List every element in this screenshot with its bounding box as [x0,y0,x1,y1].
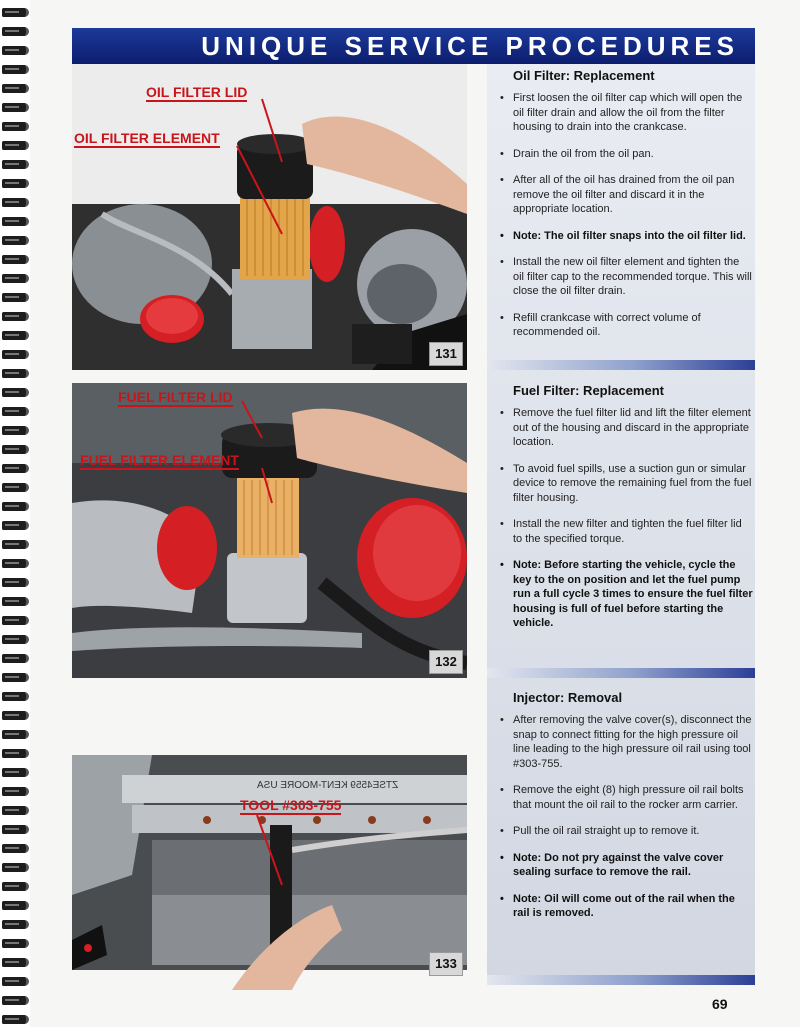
binding-coil [2,825,29,834]
list-item: • Install the new oil filter element and tighten the oil filter cap to the recommended torque. This will close the oil filter drain. [497,255,753,299]
list-item: • Remove the eight (8) high pressure oil rail bolts that mount the oil rail to the rocker arm carrier. [497,783,753,812]
binding-coil [2,578,29,587]
list-item: • First loosen the oil filter cap which will open the oil filter drain and allow the oil from the filter housing to drain into the crankcase. [497,91,753,135]
injector-photo [72,755,467,990]
binding-coil [2,84,29,93]
binding-coil [2,274,29,283]
binding-coil [2,27,29,36]
callout-label: FUEL FILTER LID [118,389,233,405]
section-divider [487,975,755,985]
binding-coil [2,8,29,17]
binding-coil [2,331,29,340]
binding-coil [2,407,29,416]
binding-coil [2,559,29,568]
callout-label: FUEL FILTER ELEMENT [80,452,239,468]
page-title: UNIQUE SERVICE PROCEDURES [201,31,739,61]
page-number: 69 [712,996,728,1012]
binding-coil [2,122,29,131]
binding-coil [2,502,29,511]
binding-coil [2,521,29,530]
binding-coil [2,901,29,910]
figure-number: 133 [429,952,463,976]
note-item: • Note: The oil filter snaps into the oil filter lid. [497,229,753,244]
note-item: • Note: Oil will come out of the rail when the rail is removed. [497,892,753,921]
binding-coil [2,540,29,549]
note-item: • Note: Before starting the vehicle, cycle the key to the on position and let the fuel pump run a full cycle 3 times to ensure the fuel filter housing is full of fuel before starting the vehicle. [497,558,753,631]
binding-coil [2,141,29,150]
fuel-filter-section [497,383,753,643]
list-item: • To avoid fuel spills, use a suction gun or simular device to remove the remaining fuel from the fuel filter housing. [497,462,753,506]
binding-coil [2,863,29,872]
fuel-filter-photo [72,383,467,678]
section-heading: Oil Filter: Replacement [513,68,655,83]
list-item: • Install the new filter and tighten the fuel filter lid to the specified torque. [497,517,753,546]
binding-coil [2,160,29,169]
list-item: • After removing the valve cover(s), disconnect the snap to connect fitting for the high pressure oil line leading to the high pressure oil rail using tool #303-755. [497,713,753,771]
binding-coil [2,65,29,74]
binding-coil [2,673,29,682]
binding-coil [2,635,29,644]
section-banner [72,28,755,64]
binding-coil [2,217,29,226]
section-heading: Injector: Removal [513,690,623,705]
binding-coil [2,939,29,948]
callout-label: OIL FILTER ELEMENT [74,130,220,146]
binding-coil [2,730,29,739]
binding-coil [2,103,29,112]
section-divider [487,360,755,370]
section-heading: Fuel Filter: Replacement [513,383,664,398]
binding-coil [2,958,29,967]
binding-coil [2,426,29,435]
binding-coil [2,388,29,397]
list-item: • After all of the oil has drained from the oil pan remove the oil filter and discard it in the appropriate location. [497,173,753,217]
binding-coil [2,920,29,929]
figure-number: 131 [429,342,463,366]
oil-filter-section [497,68,753,352]
binding-coil [2,483,29,492]
binding-coil [2,464,29,473]
figure-number: 132 [429,650,463,674]
binding-coil [2,882,29,891]
binding-coil [2,787,29,796]
list-item: • Pull the oil rail straight up to remove it. [497,824,753,839]
binding-coil [2,198,29,207]
list-item: • Remove the fuel filter lid and lift the filter element out of the housing and discard in the appropriate location. [497,406,753,450]
binding-coil [2,46,29,55]
binding-coil [2,255,29,264]
binding-coil [2,844,29,853]
binding-coil [2,692,29,701]
section-divider [487,668,755,678]
binding-coil [2,768,29,777]
binding-coil [2,806,29,815]
binding-coil [2,977,29,986]
binding-coil [2,654,29,663]
callout-label: TOOL #303-755 [240,797,342,813]
note-item: • Note: Do not pry against the valve cover sealing surface to remove the rail. [497,851,753,880]
spiral-binding [0,0,30,1027]
injector-section [497,690,753,933]
binding-coil [2,350,29,359]
engine-stamp: ZTSE4559 KENT-MOORE USA [257,780,399,791]
binding-coil [2,597,29,606]
binding-coil [2,312,29,321]
binding-coil [2,445,29,454]
list-item: • Refill crankcase with correct volume of recommended oil. [497,311,753,340]
binding-coil [2,1015,29,1024]
binding-coil [2,749,29,758]
binding-coil [2,236,29,245]
callout-label: OIL FILTER LID [146,84,248,100]
binding-coil [2,711,29,720]
binding-coil [2,369,29,378]
binding-coil [2,616,29,625]
oil-filter-photo [72,64,467,370]
binding-coil [2,996,29,1005]
binding-coil [2,293,29,302]
binding-coil [2,179,29,188]
list-item: • Drain the oil from the oil pan. [497,147,753,162]
